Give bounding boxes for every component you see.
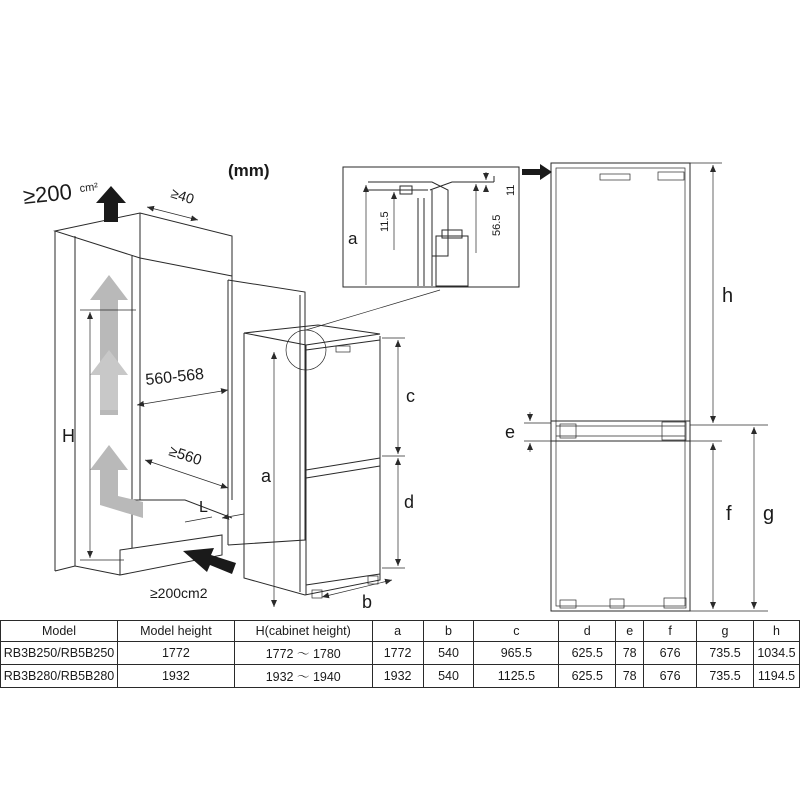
header-cell: H(cabinet height) [234, 621, 372, 642]
door-gap-label: L [199, 499, 208, 516]
table-cell: 540 [423, 642, 474, 665]
side-view-drawing [551, 163, 690, 611]
units-label: (mm) [228, 161, 270, 180]
dim-h-label: h [722, 285, 734, 307]
table-cell: 965.5 [474, 642, 559, 665]
table-cell: 735.5 [697, 642, 754, 665]
table-cell: 1932 [372, 665, 423, 688]
fridge-drawing [244, 290, 440, 598]
table-cell: 625.5 [559, 642, 616, 665]
detail-565-label: 56.5 [491, 214, 503, 236]
header-cell: c [474, 621, 559, 642]
table-cell: 676 [644, 665, 697, 688]
table-cell: 1772 [117, 642, 234, 665]
dim-b-label: b [362, 592, 373, 612]
header-cell: Model height [117, 621, 234, 642]
vent-top-label: ≥200 [21, 179, 74, 209]
table-row [1, 665, 800, 688]
table-cell: 735.5 [697, 665, 754, 688]
table-cell: RB3B280/RB5B280 [1, 665, 118, 688]
dim-g-label: g [763, 503, 775, 525]
airflow-arrow-icon [90, 275, 143, 518]
header-cell: h [753, 621, 799, 642]
table-cell: 1932 ～ 1940 [234, 665, 372, 688]
dim-a-label: a [261, 466, 272, 486]
detail-a-label: a [348, 229, 358, 248]
table-cell: RB3B250/RB5B250 [1, 642, 118, 665]
table-header-row [1, 621, 800, 642]
cabinet-drawing [55, 213, 305, 575]
dim-d-label: d [404, 492, 415, 512]
table-cell: 625.5 [559, 665, 616, 688]
table-cell: 1932 [117, 665, 234, 688]
table-cell: 1194.5 [753, 665, 799, 688]
dim-e-label: e [505, 422, 516, 442]
depth-min-label: ≥560 [166, 442, 204, 470]
width-range-label: 560-568 [144, 365, 205, 389]
dim-H-label: H [62, 426, 75, 446]
table-cell: 1034.5 [753, 642, 799, 665]
table-row [1, 642, 800, 665]
header-cell: g [697, 621, 754, 642]
spec-table [0, 620, 800, 688]
header-cell: a [372, 621, 423, 642]
table-cell: 78 [616, 642, 644, 665]
table-cell: 1772 ～ 1780 [234, 642, 372, 665]
dim-c-label: c [406, 386, 415, 406]
header-cell: b [423, 621, 474, 642]
header-cell: d [559, 621, 616, 642]
table-cell: 78 [616, 665, 644, 688]
table-cell: 676 [644, 642, 697, 665]
header-cell: e [616, 621, 644, 642]
table-cell: 1772 [372, 642, 423, 665]
detail-11-label: 11 [505, 184, 517, 196]
header-cell: Model [1, 621, 118, 642]
detail-115-label: 11.5 [379, 211, 391, 232]
gap-top-label: ≥40 [169, 184, 197, 208]
vent-top-unit: cm² [79, 181, 99, 195]
arrow-right-icon [522, 164, 552, 180]
vent-bottom-label: ≥200cm2 [150, 585, 208, 601]
table-cell: 1125.5 [474, 665, 559, 688]
table-cell: 540 [423, 665, 474, 688]
dim-f-label: f [726, 503, 732, 525]
header-cell: f [644, 621, 697, 642]
